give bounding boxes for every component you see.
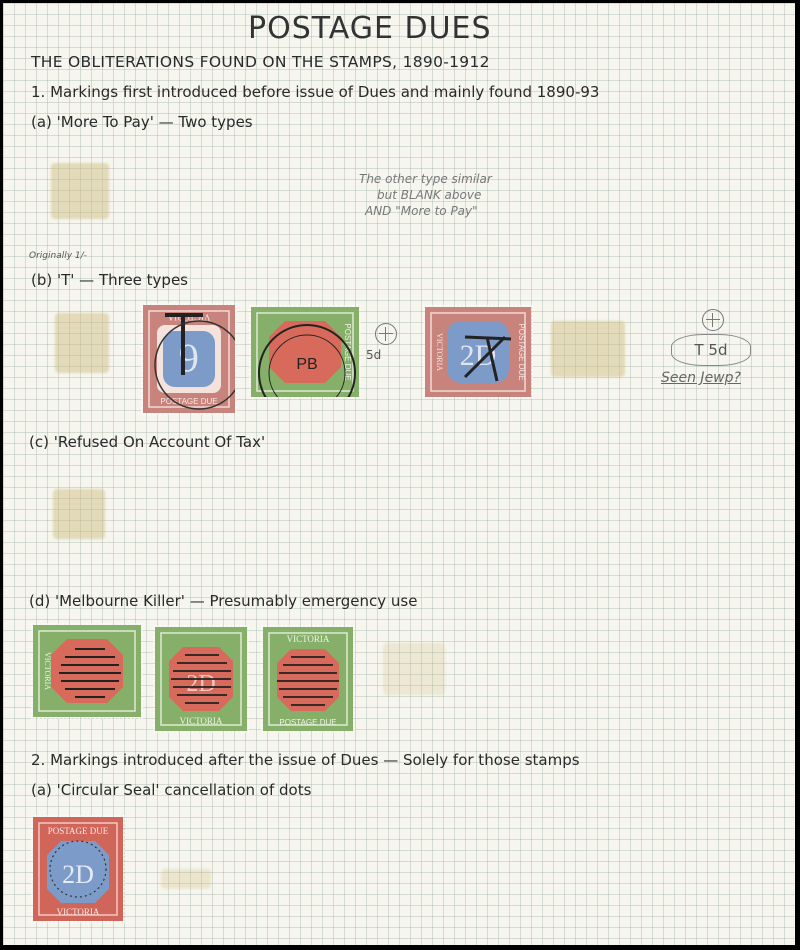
hinge-remnant: [161, 869, 211, 889]
section-1d-heading: (d) 'Melbourne Killer' — Presumably emergency use: [29, 592, 418, 610]
section-1-heading: 1. Markings first introduced before issue of Dues and mainly found 1890-93: [31, 83, 600, 101]
stamp-value: 6: [179, 336, 199, 381]
section-1b-heading: (b) 'T' — Three types: [31, 271, 188, 289]
stamp-country-text: VICTORIA: [435, 332, 444, 372]
stamp-melbourne-killer-2: [153, 625, 249, 733]
section-2-heading: 2. Markings introduced after the issue of Dues — Solely for those stamps: [31, 751, 580, 769]
seen-note: Seen Jewp?: [661, 370, 741, 386]
stamp-melbourne-killer-3: [261, 625, 355, 733]
cross-mark: [375, 323, 397, 345]
hinge-remnant: [53, 489, 105, 539]
stamp-postage-due-text: POSTAGE DUE: [343, 323, 352, 381]
stamp-value: 2D: [459, 339, 497, 372]
stamp-t-type-3: [423, 305, 533, 399]
pencil-note: [359, 171, 492, 219]
stamp-melbourne-killer-1: [31, 623, 143, 719]
hinge-remnant: [55, 313, 109, 373]
stamp-t-type-1: [141, 303, 237, 415]
album-page: [3, 3, 795, 945]
stamp-circular-seal: [31, 815, 125, 923]
stamp-value: 2D: [186, 671, 216, 697]
section-1c-heading: (c) 'Refused On Account Of Tax': [29, 433, 266, 451]
page-heading: THE OBLITERATIONS FOUND ON THE STAMPS, 1890-1912: [31, 53, 490, 71]
pencil-note-line-3: AND "More to Pay": [365, 204, 478, 218]
t5d-oval: T 5d: [671, 334, 751, 366]
hinge-remnant: [51, 163, 109, 219]
stamp-postage-due-text: POSTAGE DUE: [47, 826, 109, 836]
stamp-value: 2D: [62, 860, 94, 889]
originally-note: Originally 1/-: [29, 251, 87, 261]
stamp-country-text: VICTORIA: [56, 907, 100, 917]
page-title: POSTAGE DUES: [248, 11, 492, 46]
stamp-cancel-text: PB: [296, 356, 318, 373]
stamp-postage-due-text: POSTAGE DUE: [517, 323, 526, 381]
pencil-note-line-2: but BLANK above: [377, 188, 482, 202]
stamp-t-type-2: [249, 305, 361, 399]
pencil-note-line-1: The other type similar: [359, 172, 492, 186]
five-d-mark: 5d: [366, 348, 382, 362]
hinge-remnant: [383, 643, 445, 695]
stamp-country-text: VICTORIA: [179, 716, 223, 726]
section-2a-heading: (a) 'Circular Seal' cancellation of dots: [31, 781, 312, 799]
section-1a-heading: (a) 'More To Pay' — Two types: [31, 113, 253, 131]
cross-mark: [702, 309, 724, 331]
stamp-country-text: VICTORIA: [286, 634, 330, 644]
stamp-postage-due-text: POSTAGE DUE: [279, 718, 337, 727]
stamp-country-text: VICTORIA: [43, 651, 52, 691]
stamp-country-text: VICTORIA: [167, 312, 211, 322]
stamp-postage-due-text: POSTAGE DUE: [160, 397, 218, 406]
hinge-remnant: [551, 321, 625, 377]
